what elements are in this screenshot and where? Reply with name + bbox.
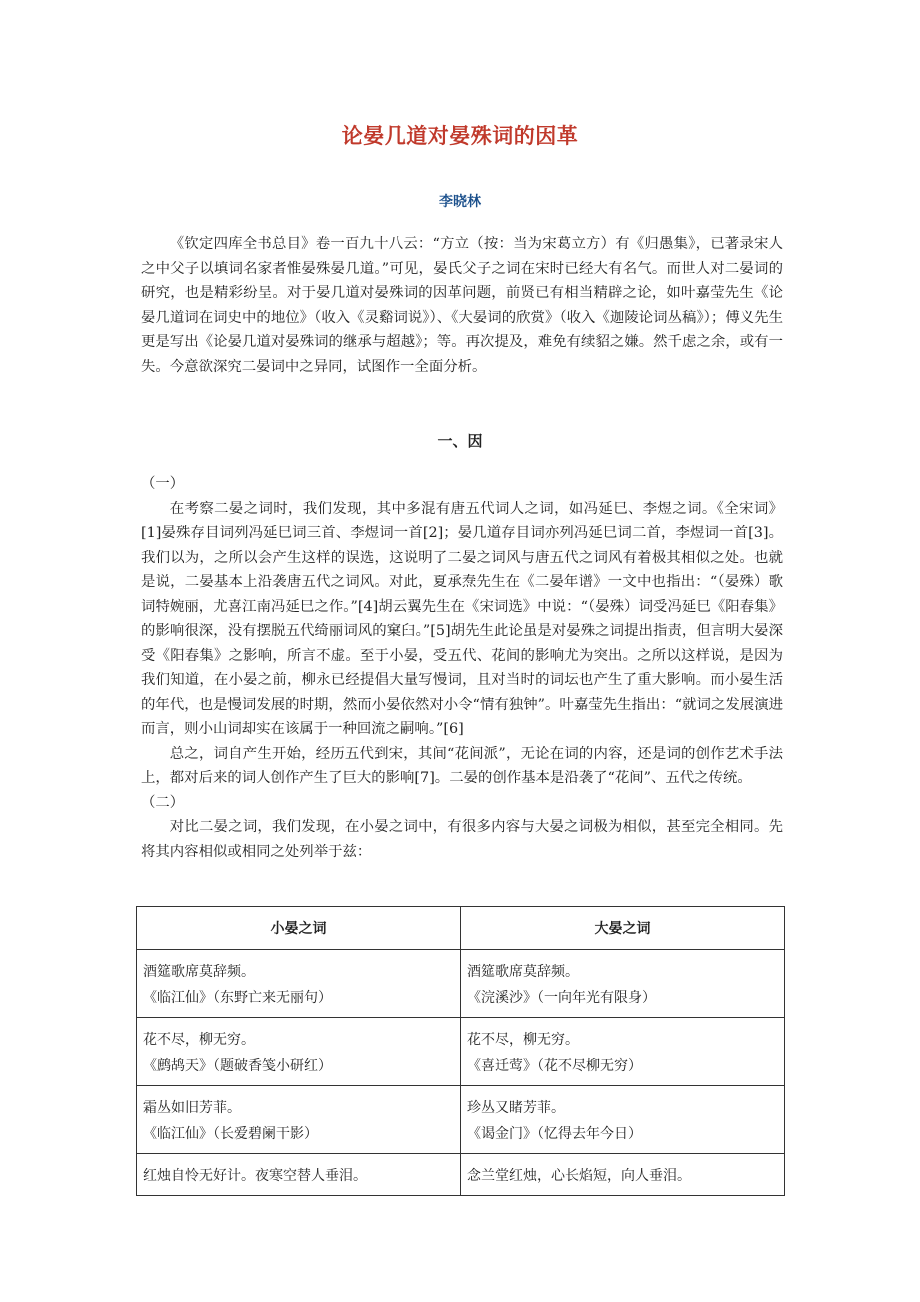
verse-line: 念兰堂红烛，心长焰短，向人垂泪。 [467, 1168, 691, 1184]
subsection-label-2: （二） [141, 794, 185, 811]
column-header-xiaoyan: 小晏之词 [137, 907, 461, 950]
table-header-row [137, 907, 785, 950]
verse-source: 《临江仙》（东野亡来无丽句） [143, 990, 332, 1006]
verse-line: 花不尽，柳无穷。 [143, 1032, 255, 1048]
table-cell [461, 1086, 785, 1154]
table-cell [137, 950, 461, 1018]
verse-line: 红烛自怜无好计。夜寒空替人垂泪。 [143, 1168, 367, 1184]
verse-line: 酒筵歌席莫辞频。 [467, 964, 579, 980]
section-body [141, 472, 783, 864]
author-name: 李晓林 [439, 194, 481, 210]
section-heading: 一、因 [437, 432, 483, 450]
comparison-table [136, 906, 785, 1196]
table-row [137, 1018, 785, 1086]
article-title: 论晏几道对晏殊词的因革 [341, 124, 579, 148]
paragraph-2: 总之，词自产生开始，经历五代到宋，其间“花间派”，无论在词的内容，还是词的创作艺术手法上，都对后来的词人创作产生了巨大的影响[7]。二晏的创作基本是沿袭了“花间”、五代之传统。 [141, 745, 783, 786]
verse-line: 霜丛如旧芳菲。 [143, 1100, 241, 1116]
verse-source: 《浣溪沙》（一向年光有限身） [467, 990, 656, 1006]
table-row [137, 1154, 785, 1196]
verse-source: 《临江仙》（长爱碧阑干影） [143, 1126, 318, 1142]
verse-line: 珍丛又睹芳菲。 [467, 1100, 565, 1116]
table-cell [137, 1018, 461, 1086]
subsection-label-1: （一） [141, 476, 185, 492]
table-cell [137, 1154, 461, 1196]
table-cell [461, 1154, 785, 1196]
table-cell [461, 950, 785, 1018]
verse-line: 酒筵歌席莫辞频。 [143, 964, 255, 980]
verse-source: 《谒金门》（忆得去年今日） [467, 1126, 642, 1142]
paragraph-1: 在考察二晏之词时，我们发现，其中多混有唐五代词人之词，如冯延巳、李煜之词。《全宋词》[1]晏殊存目词列冯延巳词三首、李煜词一首[2]；晏几道存目词亦列冯延巳词二首，李煜词一首[3]。我们以为，之所以会产生这样的误选，这说明了二晏之词风与唐五代之词风有着极其相似之处。也就是说，二晏基本上沿袭唐五代之词风。对此，夏承焘先生在《二晏年谱》一文中也指出：“（晏殊）歌词特婉丽，尤喜江南冯延巳之作。”[4]胡云翼先生在《宋词选》中说：“（晏殊）词受冯延巳《阳春集》的影响很深，没有摆脱五代绮丽词风的窠臼。”[5]胡先生此论虽是对晏殊之词提出指责，但言明大晏深受《阳春集》之影响，所言不虚。至于小晏，受五代、花间的影响尤为突出。之所以这样说，是因为我们知道，在小晏之前，柳永已经提倡大量写慢词，且对当时的词坛也产生了重大影响。而小晏生活的年代，也是慢词发展的时期，然而小晏依然对小令“情有独钟”。叶嘉莹先生指出：“就词之发展演进而言，则小山词却实在该属于一种回流之嗣响。”[6] [141, 500, 783, 737]
intro-paragraph: 《钦定四库全书总目》卷一百九十八云：“方立（按：当为宋葛立方）有《归愚集》，已著录宋人之中父子以填词名家者惟晏殊晏几道。”可见，晏氏父子之词在宋时已经大有名气。而世人对二晏词的研究，也是精彩纷呈。对于晏几道对晏殊词的因革问题，前贤已有相当精辟之论，如叶嘉莹先生《论晏几道词在词史中的地位》（收入《灵谿词说》）、《大晏词的欣赏》（收入《迦陵论词丛稿》）；傅义先生更是写出《论晏几道对晏殊词的继承与超越》；等。再次提及，难免有续貂之嫌。然千虑之余，或有一失。今意欲深究二晏词中之异同，试图作一全面分析。 [141, 236, 783, 375]
table-row [137, 1086, 785, 1154]
paragraph-3: 对比二晏之词，我们发现，在小晏之词中，有很多内容与大晏之词极为相似，甚至完全相同。先将其内容相似或相同之处列举于兹： [141, 819, 783, 860]
table-row [137, 950, 785, 1018]
verse-source: 《喜迁莺》（花不尽柳无穷） [467, 1058, 642, 1074]
column-header-dayan: 大晏之词 [461, 907, 785, 950]
verse-line: 花不尽，柳无穷。 [467, 1032, 579, 1048]
intro-block [141, 232, 783, 379]
verse-source: 《鹧鸪天》（题破香笺小研红） [143, 1058, 332, 1074]
table-cell [137, 1086, 461, 1154]
table-cell [461, 1018, 785, 1086]
